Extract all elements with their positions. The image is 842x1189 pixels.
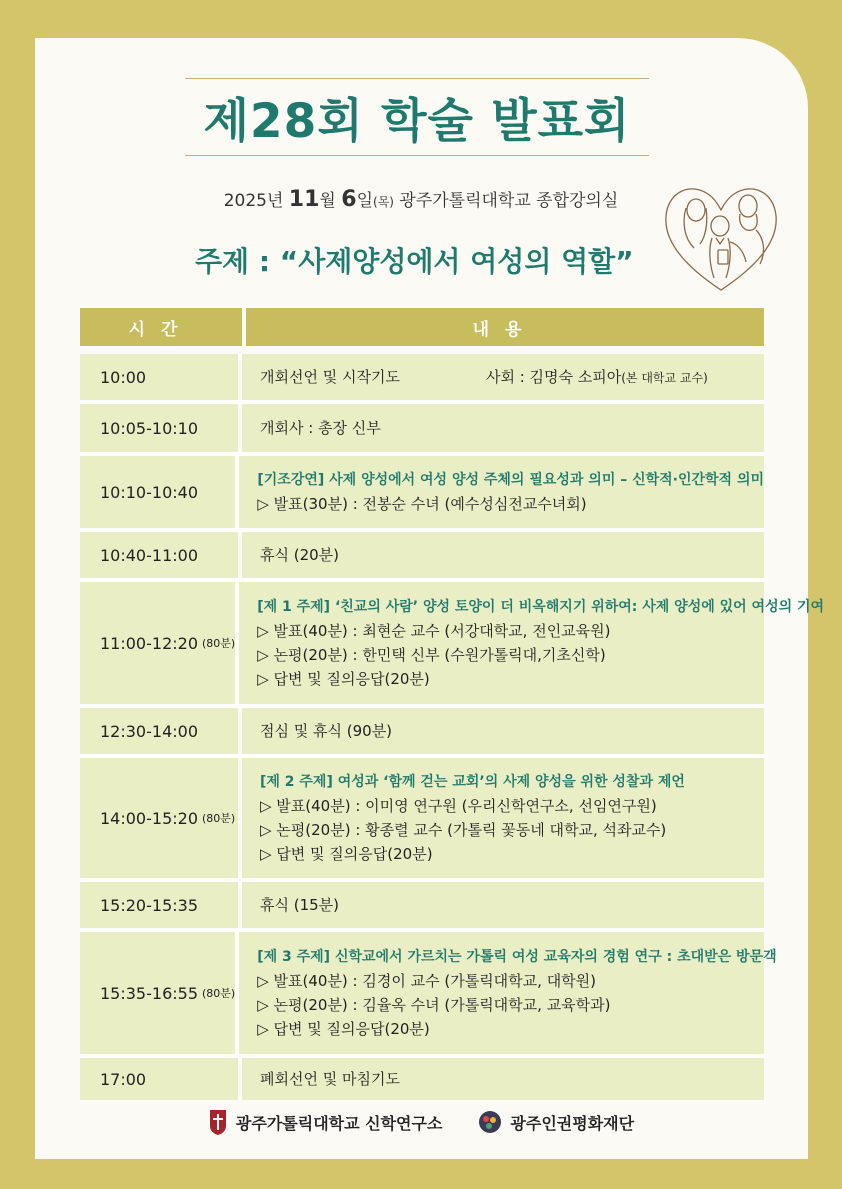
content-line: ▷ 발표(40분) : 이미영 연구원 (우리신학연구소, 선임연구원) [260,797,657,815]
duration-text: (80분) [202,812,236,825]
content-line: 휴식 (15분) [260,896,340,914]
time-text: 15:35-16:55 [100,983,198,1003]
time-cell [80,882,242,928]
content-cell [242,404,764,452]
host-text: 사회 : 김명숙 소피아 [485,367,622,386]
content-cell [242,882,764,928]
time-cell [80,932,239,1054]
content-line: 휴식 (20분) [260,546,340,564]
page-title: 제28회 학술 발표회 [203,93,631,149]
content-line: ▷ 발표(30분) : 전봉순 수녀 (예수성심전교수녀회) [257,495,587,513]
session-heading: [제 1 주제] ‘친교의 사람’ 양성 토양이 더 비옥해지기 위하여: 사제 양성에 있어 여성의 기여 [257,599,825,615]
content-line: ▷ 답변 및 질의응답(20분) [257,1020,430,1038]
content-cell [242,532,764,578]
content-cell [239,456,764,528]
time-text: 10:00 [100,367,147,387]
content-line: ▷ 답변 및 질의응답(20분) [260,845,433,863]
session-heading: [제 3 주제] 신학교에서 가르치는 가톨릭 여성 교육자의 경험 연구 : 초대받은 방문객 [257,949,777,965]
content-line: ▷ 논평(20분) : 한민택 신부 (수원가톨릭대,기초신학) [257,646,606,664]
time-cell [80,354,242,400]
header-content: 내용 [246,308,764,346]
content-cell [242,354,764,400]
table-row [80,882,764,932]
table-row [80,532,764,582]
duration-text: (80분) [202,987,236,1000]
time-text: 11:00-12:20 [100,633,198,653]
time-text: 14:00-15:20 [100,808,198,828]
content-cell [242,758,764,878]
date-year: 2025년 [223,191,284,211]
table-row [80,456,764,532]
table-row [80,758,764,882]
university-crest-icon [208,1108,228,1136]
host-affiliation: (본 대학교 교수) [621,370,708,385]
date-month-unit: 월 [319,191,336,211]
org2-name: 광주인권평화재단 [510,1113,635,1133]
time-cell [80,1058,242,1100]
session-heading: [기조강연] 사제 양성에서 여성 양성 주체의 필요성과 의미 – 신학적·인간학적 의미 [257,472,764,488]
table-row [80,932,777,1058]
content-line: ▷ 논평(20분) : 황종렬 교수 (가톨릭 꽃동네 대학교, 석좌교수) [260,821,667,839]
time-cell [80,708,242,754]
header-time: 시간 [80,308,242,346]
time-cell [80,532,242,578]
theme-heading: 주제 : “사제양성에서 여성의 역할” [195,245,634,278]
time-cell [80,758,242,878]
date-month: 11 [288,187,320,212]
time-text: 17:00 [100,1069,147,1089]
title-box [185,78,649,156]
content-line: 개회선언 및 시작기도 [260,367,400,386]
time-text: 10:05-10:10 [100,418,198,438]
content-line: ▷ 발표(40분) : 김경이 교수 (가톨릭대학교, 대학원) [257,972,597,990]
footer-org-2 [478,1108,634,1136]
date-weekday: (목) [373,195,394,209]
schedule-table [80,308,825,1100]
content-line: 폐회선언 및 마침기도 [260,1070,400,1088]
date-place: 광주가톨릭대학교 종합강의실 [399,191,619,211]
date-day: 6 [341,187,357,212]
content-line: 개회사 : 총장 신부 [260,419,381,437]
table-row [80,404,764,456]
org1-name: 광주가톨릭대학교 신학연구소 [235,1113,443,1133]
time-cell [80,582,239,704]
table-row [80,354,764,404]
footer-org-1 [208,1108,443,1136]
session-heading: [제 2 주제] 여성과 ‘함께 걷는 교회’의 사제 양성을 위한 성찰과 제언 [260,774,685,790]
time-text: 15:20-15:35 [100,895,198,915]
footer [0,1108,842,1136]
time-cell [80,456,239,528]
content-cell [239,582,824,704]
content-cell [242,708,764,754]
content-line: ▷ 논평(20분) : 김율옥 수녀 (가톨릭대학교, 교육학과) [257,996,611,1014]
content-line: 점심 및 휴식 (90분) [260,722,393,740]
content-cell [242,1058,764,1100]
time-cell [80,404,242,452]
content-cell [239,932,776,1054]
date-day-unit: 일 [356,191,374,211]
table-row [80,1058,764,1100]
time-text: 10:10-10:40 [100,482,198,502]
content-line: ▷ 답변 및 질의응답(20분) [257,670,430,688]
foundation-logo-icon [478,1110,502,1134]
table-header [80,308,764,346]
duration-text: (80분) [202,637,236,650]
time-text: 12:30-14:00 [100,721,198,741]
table-row [80,708,764,758]
family-illustration-icon [660,178,782,296]
content-line: ▷ 발표(40분) : 최현순 교수 (서강대학교, 전인교육원) [257,622,611,640]
table-row [80,582,825,708]
time-text: 10:40-11:00 [100,545,198,565]
